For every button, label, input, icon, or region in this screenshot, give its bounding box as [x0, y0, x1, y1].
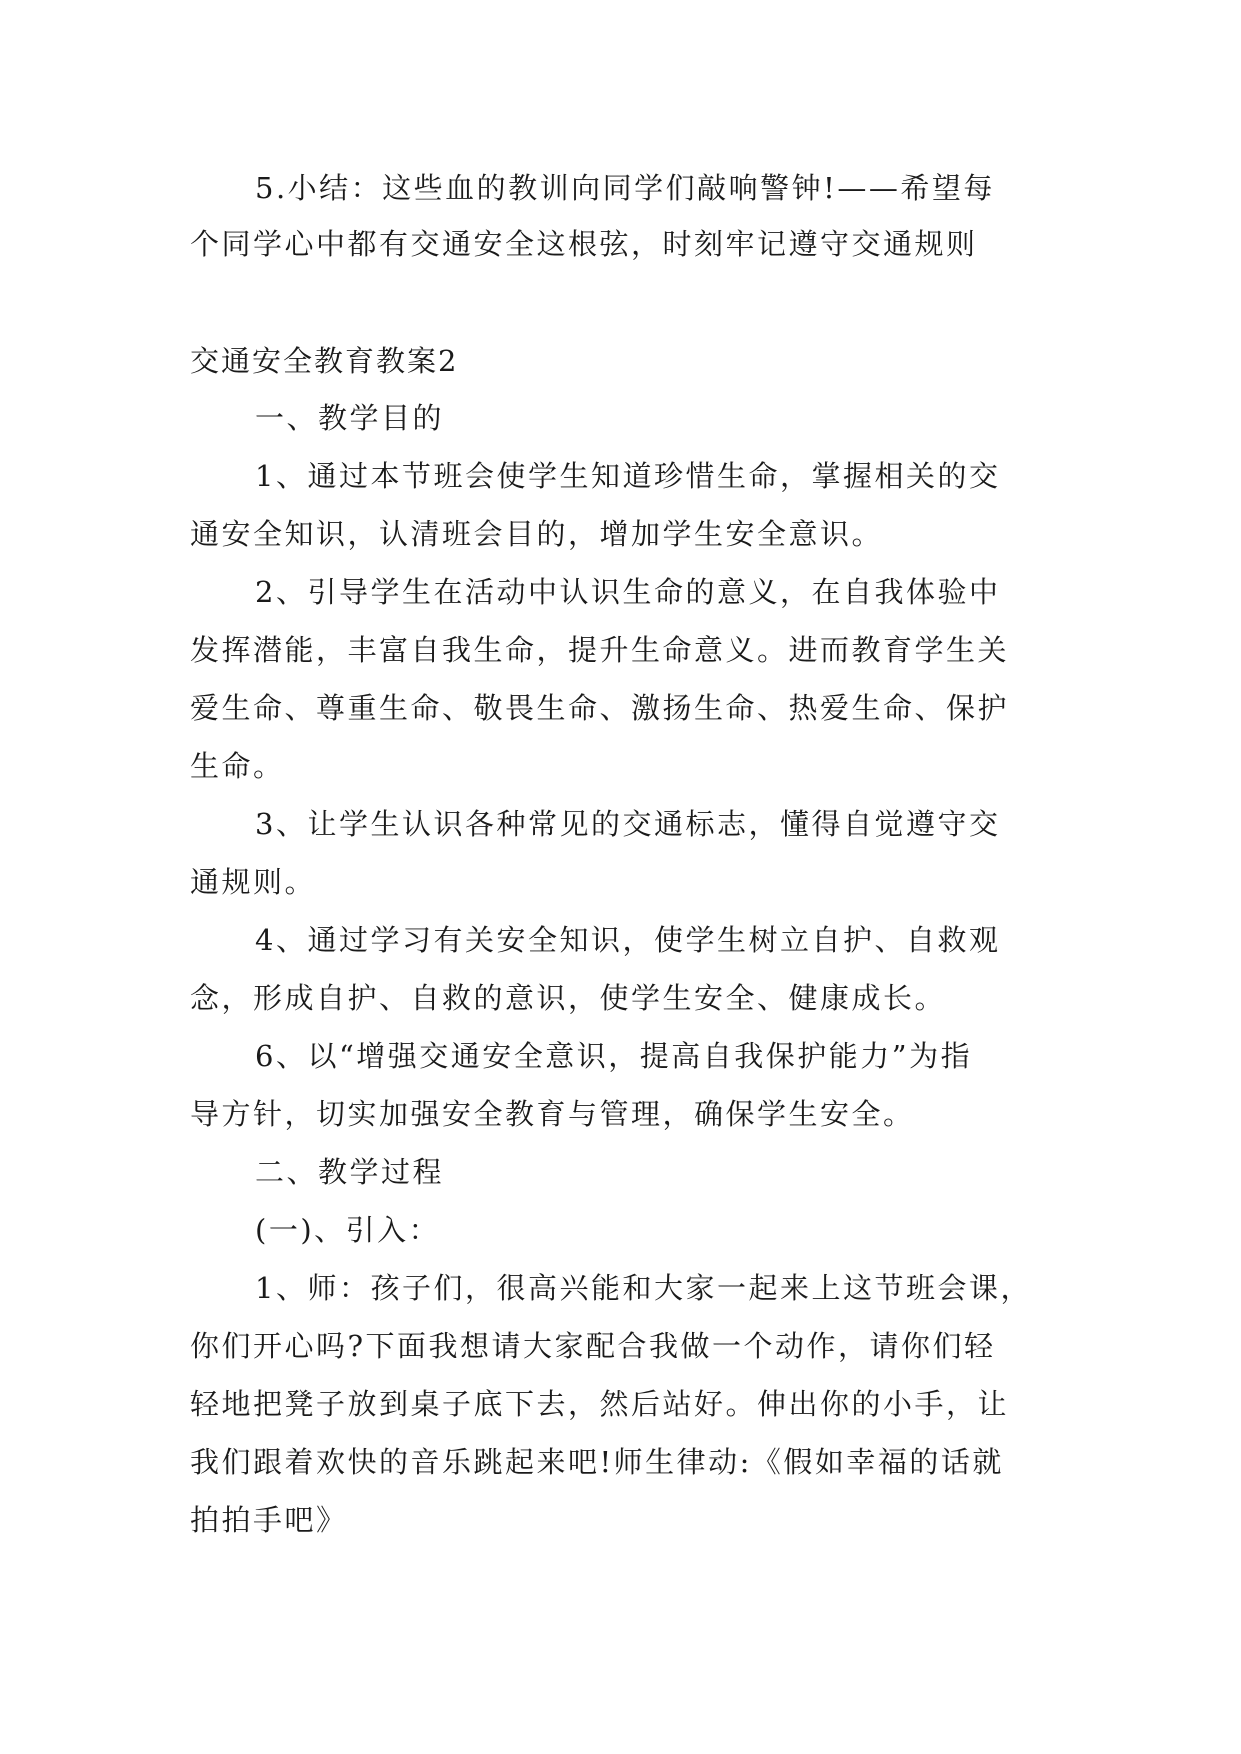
document-title: 交通安全教育教案2 — [190, 344, 459, 378]
s2-p1-line-1: 1、师：孩子们，很高兴能和大家一起来上这节班会课， — [255, 1271, 1032, 1305]
section1-heading: 一、教学目的 — [255, 401, 445, 435]
section2-heading: 二、教学过程 — [255, 1155, 445, 1189]
s1-p2-line-4: 生命。 — [190, 749, 285, 783]
s1-p1-line-1: 1、通过本节班会使学生知道珍惜生命，掌握相关的交 — [255, 459, 1001, 493]
s1-p2-line-2: 发挥潜能，丰富自我生命，提升生命意义。进而教育学生关 — [190, 633, 1010, 667]
s1-p6-line-1: 6、以“增强交通安全意识，提高自我保护能力”为指 — [255, 1039, 973, 1073]
s1-p4-line-2: 念，形成自护、自救的意识，使学生安全、健康成长。 — [190, 981, 947, 1015]
s2-p1-line-3: 轻地把凳子放到桌子底下去，然后站好。伸出你的小手，让 — [190, 1387, 1010, 1421]
s1-p3-line-1: 3、让学生认识各种常见的交通标志，懂得自觉遵守交 — [255, 807, 1001, 841]
s1-p3-line-2: 通规则。 — [190, 865, 317, 899]
summary-line-1: 5.小结：这些血的教训向同学们敲响警钟!——希望每 — [255, 171, 995, 205]
s1-p4-line-1: 4、通过学习有关安全知识，使学生树立自护、自救观 — [255, 923, 1001, 957]
s1-p2-line-1: 2、引导学生在活动中认识生命的意义，在自我体验中 — [255, 575, 1001, 609]
s2-p1-line-2: 你们开心吗?下面我想请大家配合我做一个动作，请你们轻 — [190, 1329, 996, 1363]
s1-p1-line-2: 通安全知识，认清班会目的，增加学生安全意识。 — [190, 517, 884, 551]
s2-p1-line-5: 拍拍手吧》 — [190, 1503, 348, 1537]
s1-p6-line-2: 导方针，切实加强安全教育与管理，确保学生安全。 — [190, 1097, 915, 1131]
summary-line-2: 个同学心中都有交通安全这根弦，时刻牢记遵守交通规则 — [190, 227, 978, 261]
s1-p2-line-3: 爱生命、尊重生命、敬畏生命、激扬生命、热爱生命、保护 — [190, 691, 1010, 725]
section2-sub1: (一)、引入： — [255, 1213, 441, 1247]
s2-p1-line-4: 我们跟着欢快的音乐跳起来吧!师生律动:《假如幸福的话就 — [190, 1445, 1004, 1479]
